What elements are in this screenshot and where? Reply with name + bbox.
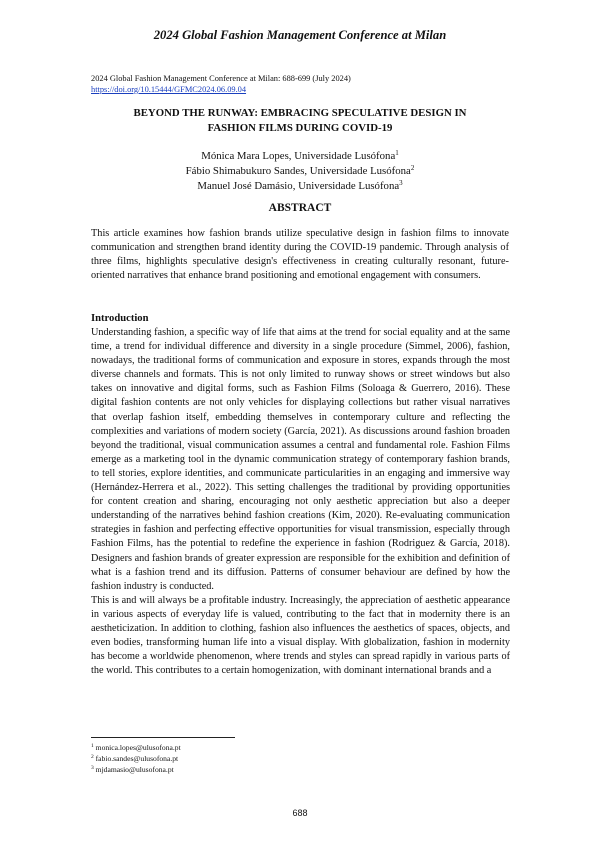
author-1-name: Mónica Mara Lopes, Universidade Lusófona: [201, 150, 396, 162]
author-list: [91, 149, 509, 193]
footnote-1: [91, 742, 181, 753]
citation-block: [91, 73, 511, 95]
paper-title: [91, 106, 509, 136]
footnote-1-email: monica.lopes@ulusofona.pt: [95, 743, 181, 752]
author-2-name: Fábio Shimabukuro Sandes, Universidade Lusófona: [185, 164, 411, 177]
running-header: 2024 Global Fashion Management Conference at Milan: [153, 28, 447, 42]
paper-title-line-2: FASHION FILMS DURING COVID-19: [207, 122, 393, 134]
citation-text: 2024 Global Fashion Management Conference at Milan: 688-699 (July 2024): [91, 74, 351, 83]
footnote-2: [91, 753, 181, 764]
author-1-footnote-mark: 1: [395, 149, 399, 157]
footnote-3: [91, 764, 181, 775]
paper-title-line-1: BEYOND THE RUNWAY: EMBRACING SPECULATIVE DESIGN IN: [133, 107, 467, 119]
author-3: [91, 179, 509, 194]
abstract-heading: ABSTRACT: [268, 202, 332, 214]
author-1: [91, 149, 509, 164]
footnote-2-email: fabio.sandes@ulusofona.pt: [95, 754, 179, 764]
author-2: [91, 164, 509, 179]
page-number: 688: [292, 808, 308, 818]
author-3-name: Manuel José Damásio, Universidade Lusófona: [197, 179, 400, 192]
author-3-footnote-mark: 3: [399, 178, 403, 187]
footnote-3-email: mjdamasio@ulusofona.pt: [95, 765, 174, 775]
footnote-2-mark: 2: [91, 754, 94, 761]
introduction-paragraph-2: This is and will always be a profitable industry. Increasingly, the appreciation of aesthetic appearance in various aspects of everyday life is valued, contributing to the fact that in modernity there is an aestheticization. In addition to clothing, fashion also influences the aesthetics of spaces, objects, and even bodies, transforming human life into a visual display. With globalization, fashion in modernity has become a worldwide phenomenon, where trends and styles can spread rapidly in various parts of the world. This contributes to a certain homogenization, with dominant international brands and a: [91, 594, 510, 677]
footnote-3-mark: 3: [91, 765, 94, 772]
footnotes: [91, 742, 181, 776]
doi-link[interactable]: https://doi.org/10.15444/GFMC2024.06.09.04: [91, 85, 247, 94]
introduction-body: [91, 326, 510, 678]
introduction-paragraph-1: Understanding fashion, a specific way of life that aims at the trend for social equality and at the same time, a trend for individual difference and diversity in a single procedure (Simmel, 2006), fashion, nowadays, the traditional forms of communication and exposure in stores, expands through the most diverse channels and formats. This is not only limited to runway shows or street windows but also takes on innovative and digital forms, such as Fashion Films (Soloaga & Guerrero, 2016). These digital fashion contents are not only vehicles for displaying collections but rather visual narratives that overlap fashion itself, embedding themselves in contemporary culture and reflecting the complexities and variations of modern society (García, 2021). As discussions around fashion broaden beyond the traditional, visual communication assumes a central and fundamental role. Fashion Films emerge as a marketing tool in the dynamic communication strategy of contemporary fashion brands, to tell stories, explore identities, and communicate particularities in an engaging and immersive way (Hernández-Herrera et al., 2022). This setting challenges the traditional by providing opportunities for content creation and sharing, encouraging not only aesthetic appreciation but also a deeper understanding of the narratives behind fashion creations (Kim, 2020). Re-evaluating communication strategies in fashion and perfecting effective opportunities for visual transmission, especially through Fashion Films, has the potential to redefine the experience in fashion (Rodriguez & García, 2018). Designers and fashion brands of greater expression are responsible for the exhibition and definition of what is a fashion trend and its diffusion. Patterns of consumer behaviour are defined by how the fashion industry is conducted.: [91, 327, 510, 592]
introduction-heading: Introduction: [91, 313, 149, 324]
footnote-divider: [91, 737, 235, 738]
footnote-1-mark: 1: [91, 743, 94, 749]
abstract-text: This article examines how fashion brands utilize speculative design in fashion films to innovate communication and strengthen brand identity during the COVID-19 pandemic. Through analysis of three films, highlights speculative design's effectiveness in creating culturally resonant, future-oriented narratives that enhance brand positioning and emotional engagement with consumers.: [91, 228, 509, 282]
author-2-footnote-mark: 2: [410, 163, 415, 172]
